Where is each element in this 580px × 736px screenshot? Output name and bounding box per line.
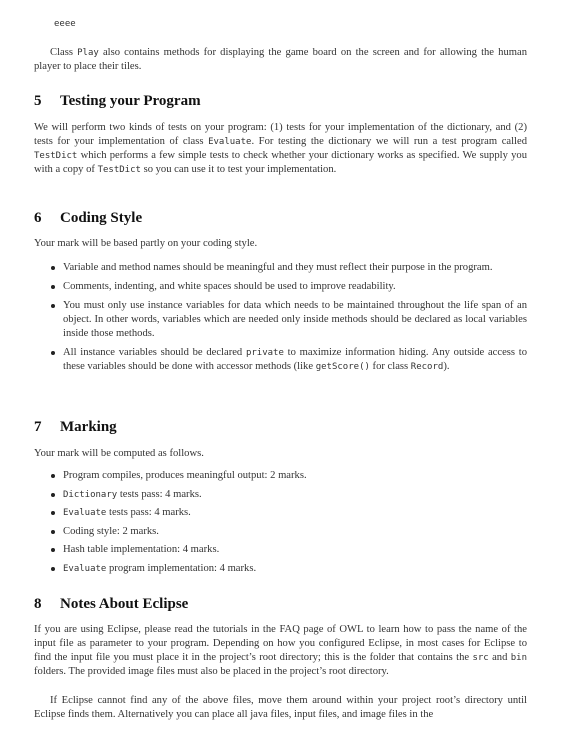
- paragraph: Your mark will be based partly on your coding style.: [34, 238, 258, 249]
- marking-list: [48, 469, 527, 580]
- paragraph: If Eclipse cannot find any of the above files, move them around within your project root’s directory until Eclipse finds them. Alternatively you can place all java files, input files, and image files in the: [34, 695, 527, 720]
- section-heading-5: 5 Testing your Program: [34, 93, 201, 109]
- list-item: Evaluate tests pass: 4 marks.: [48, 506, 527, 520]
- section-heading-8: 8 Notes About Eclipse: [34, 596, 189, 612]
- section-heading-6: 6 Coding Style: [34, 210, 143, 226]
- list-item: Evaluate program implementation: 4 marks.: [48, 562, 527, 576]
- paragraph: Class Play also contains methods for displaying the game board on the screen and for allowing the human player to place their tiles.: [34, 47, 527, 72]
- paragraph: If you are using Eclipse, please read the tutorials in the FAQ page of OWL to learn how to pass the name of the input file as parameter to your program. Depending on how you configured Eclipse, in most cases for Eclipse to find the input file you must place it in the project’s root directory; this is the folder that contains the src and bin folders. The provided image files must also be placed in the project’s root directory.: [34, 624, 527, 677]
- section-heading-7: 7 Marking: [34, 419, 117, 435]
- list-item: Dictionary tests pass: 4 marks.: [48, 488, 527, 502]
- list-item: You must only use instance variables for data which needs to be maintained throughout the life span of an object. In other words, variables which are needed only inside methods should be declared as local variables inside those methods.: [48, 299, 527, 341]
- paragraph: Your mark will be computed as follows.: [34, 448, 204, 459]
- list-item: Comments, indenting, and white spaces should be used to improve readability.: [48, 280, 527, 294]
- code-fragment: eeee: [54, 19, 76, 29]
- list-item: Variable and method names should be meaningful and they must reflect their purpose in the program.: [48, 261, 527, 275]
- coding-style-list: [48, 261, 527, 379]
- list-item: Program compiles, produces meaningful output: 2 marks.: [48, 469, 527, 483]
- list-item: All instance variables should be declared private to maximize information hiding. Any outside access to these variables should be done with accessor methods (like getScore() for class Record).: [48, 346, 527, 374]
- list-item: Coding style: 2 marks.: [48, 525, 527, 539]
- list-item: Hash table implementation: 4 marks.: [48, 543, 527, 557]
- paragraph: We will perform two kinds of tests on your program: (1) tests for your implementation of the dictionary, and (2) tests for your implementation of class Evaluate. For testing the dictionary we will run a test program called TestDict which performs a few simple tests to check whether your dictionary works as specified. We supply you with a copy of TestDict so you can use it to test your implementation.: [34, 122, 528, 175]
